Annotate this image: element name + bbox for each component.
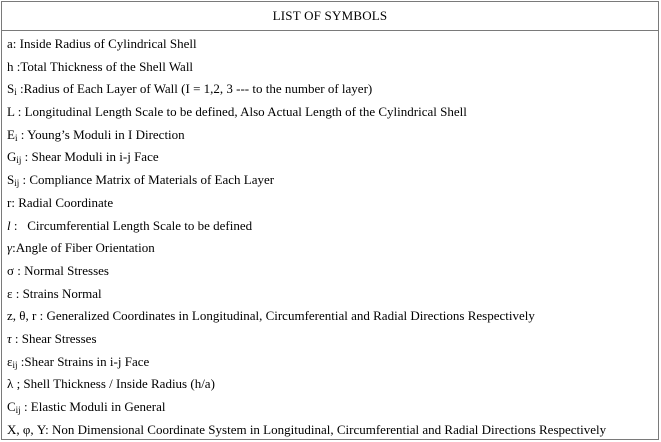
symbol: ε bbox=[7, 353, 13, 369]
symbol-description: : Young’s Moduli in I Direction bbox=[17, 126, 185, 142]
symbol: C bbox=[7, 399, 16, 414]
symbol: r bbox=[7, 194, 12, 210]
symbol: S bbox=[7, 81, 15, 97]
symbol-description: ; Shell Thickness / Inside Radius (h/a) bbox=[13, 376, 215, 392]
symbol-row bbox=[7, 396, 658, 419]
symbol-row bbox=[7, 283, 658, 306]
symbol: γ bbox=[7, 240, 13, 256]
symbol: L bbox=[7, 104, 15, 120]
symbol-row bbox=[7, 192, 658, 215]
symbol-row bbox=[7, 124, 658, 147]
symbol-row bbox=[7, 33, 658, 56]
symbol-row bbox=[7, 237, 658, 260]
symbol-description: : Shear Moduli in i-j Face bbox=[21, 149, 159, 165]
symbol-subscript: i bbox=[14, 87, 17, 98]
symbols-table bbox=[1, 1, 659, 440]
symbol: X, φ, Y bbox=[7, 421, 46, 437]
symbol-row bbox=[7, 101, 658, 124]
symbol-description: :Total Thickness of the Shell Wall bbox=[13, 58, 194, 74]
symbol: G bbox=[7, 149, 17, 165]
symbol-row bbox=[7, 328, 658, 351]
symbol-description: : Shear Stresses bbox=[11, 330, 97, 346]
symbol: ε bbox=[7, 285, 13, 301]
symbol-row bbox=[7, 260, 658, 283]
symbol-description: :Angle of Fiber Orientation bbox=[12, 240, 155, 256]
symbol-row bbox=[7, 373, 658, 396]
symbol-description: : Compliance Matrix of Materials of Each Layer bbox=[19, 172, 275, 188]
symbol-row bbox=[7, 215, 658, 238]
symbol: z, θ, r bbox=[7, 308, 37, 324]
symbol: S bbox=[7, 172, 15, 188]
symbol: a bbox=[7, 36, 13, 51]
symbol-description: :Shear Strains in i-j Face bbox=[17, 353, 150, 369]
symbol-row bbox=[7, 419, 658, 442]
symbol-list bbox=[2, 31, 658, 441]
symbol-description: : Elastic Moduli in General bbox=[20, 399, 166, 414]
symbol-description: : Strains Normal bbox=[12, 285, 102, 301]
symbol-subscript: ij bbox=[15, 405, 21, 415]
table-header: LIST OF SYMBOLS bbox=[2, 2, 658, 31]
symbol-description: : Inside Radius of Cylindrical Shell bbox=[12, 36, 197, 51]
symbol-subscript: ij bbox=[16, 155, 22, 166]
symbol: σ bbox=[7, 262, 15, 278]
symbol-description: : Longitudinal Length Scale to be defined, Also Actual Length of the Cylindrical Shell bbox=[14, 104, 467, 120]
symbol: E bbox=[7, 126, 15, 142]
symbol: h bbox=[7, 58, 14, 74]
symbol-row bbox=[7, 305, 658, 328]
symbol-description: : Normal Stresses bbox=[14, 262, 109, 278]
symbol: λ bbox=[7, 376, 14, 392]
symbol-subscript: i bbox=[14, 132, 18, 143]
symbol-row bbox=[7, 56, 658, 79]
symbol: l bbox=[7, 217, 11, 233]
symbol-row bbox=[7, 146, 658, 169]
symbol-row bbox=[7, 169, 658, 192]
symbol-subscript: ij bbox=[12, 359, 18, 370]
symbol-row bbox=[7, 78, 658, 101]
symbol-subscript: ij bbox=[14, 178, 20, 189]
symbol: τ bbox=[7, 330, 12, 346]
symbol-description: : Non Dimensional Coordinate System in Longitudinal, Circumferential and Radial Directions Respectively bbox=[45, 421, 607, 437]
symbol-description: : Generalized Coordinates in Longitudinal, Circumferential and Radial Directions Respectively bbox=[36, 308, 535, 324]
symbol-row bbox=[7, 351, 658, 374]
symbol-description: : Radial Coordinate bbox=[11, 194, 114, 210]
symbol-description: :Radius of Each Layer of Wall (I = 1,2, 3 --- to the number of layer) bbox=[16, 81, 373, 97]
symbol-description: : Circumferential Length Scale to be defined bbox=[10, 217, 253, 233]
